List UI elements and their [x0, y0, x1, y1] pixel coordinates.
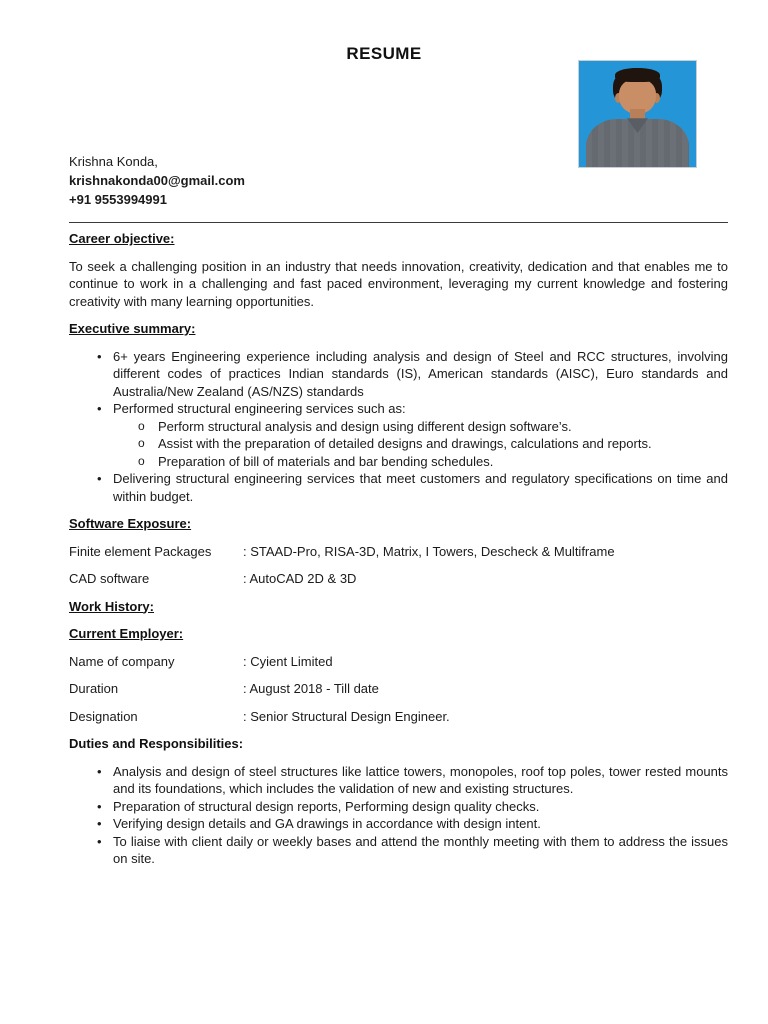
- contact-name: Krishna Konda,: [69, 154, 158, 169]
- list-item: [97, 400, 728, 418]
- row-label: Finite element Packages: [69, 543, 212, 559]
- row-value: : Senior Structural Design Engineer.: [243, 708, 450, 724]
- list-item-text: Analysis and design of steel structures like lattice towers, monopoles, roof top poles, tower rested mounts and its foundations, which includes the validation of new and existing structures.: [113, 763, 728, 796]
- bullet-icon: •: [97, 401, 102, 416]
- bullet-icon: •: [97, 833, 102, 849]
- list-item-text: To liaise with client daily or weekly bases and attend the monthly meeting with them to address the issues on site.: [113, 833, 728, 866]
- employer-row: [69, 708, 728, 726]
- page-title: RESUME: [346, 44, 422, 63]
- photo-hair-shape: [615, 68, 659, 82]
- list-item: [97, 763, 728, 798]
- section-heading-executive-summary: Executive summary:: [69, 321, 196, 336]
- bullet-icon: •: [97, 763, 102, 779]
- employer-row: [69, 653, 728, 671]
- section-heading-career-objective: Career objective:: [69, 231, 175, 246]
- section-heading-software-exposure: Software Exposure:: [69, 516, 192, 531]
- section-heading-duties: Duties and Responsibilities:: [69, 736, 244, 751]
- duties-list: [69, 763, 728, 868]
- applicant-photo: [578, 60, 697, 168]
- list-item: [97, 815, 728, 833]
- list-item: [97, 833, 728, 868]
- row-label: Name of company: [69, 653, 175, 669]
- row-label: Duration: [69, 681, 119, 696]
- row-value: : Cyient Limited: [243, 653, 333, 669]
- list-item-text: Performed structural engineering services such as:: [113, 401, 406, 416]
- list-item: [97, 470, 728, 505]
- bullet-icon: •: [97, 471, 102, 486]
- sub-list-item-text: Perform structural analysis and design using different design software’s.: [158, 418, 572, 434]
- section-heading-work-history: Work History:: [69, 598, 154, 614]
- list-item-text: Verifying design details and GA drawings in accordance with design intent.: [113, 816, 541, 831]
- sub-list-item-text: Preparation of bill of materials and bar bending schedules.: [158, 453, 494, 469]
- sub-list-item-text: Assist with the preparation of detailed designs and drawings, calculations and reports.: [158, 436, 652, 451]
- row-value: : AutoCAD 2D & 3D: [243, 571, 357, 586]
- list-item: [97, 348, 728, 401]
- row-value: : STAAD-Pro, RISA-3D, Matrix, I Towers, Descheck & Multiframe: [243, 543, 615, 559]
- employer-row: [69, 680, 728, 698]
- career-objective-text: To seek a challenging position in an industry that needs innovation, creativity, dedication and that enables me to continue to work in a challenging and fast paced environment, leveraging my current knowledge and fostering creativity with many learning opportunities.: [69, 258, 728, 309]
- software-row: [69, 543, 728, 561]
- sub-list-item: [138, 435, 728, 453]
- bullet-icon: •: [97, 816, 102, 831]
- row-value: : August 2018 - Till date: [243, 681, 379, 696]
- circle-bullet-icon: o: [138, 436, 145, 450]
- horizontal-divider: [69, 222, 728, 223]
- circle-bullet-icon: o: [138, 453, 145, 468]
- sub-list-item: [138, 453, 728, 471]
- document-body: [0, 152, 768, 868]
- contact-email: krishnakonda00@gmail.com: [69, 173, 245, 188]
- section-heading-current-employer: Current Employer:: [69, 626, 184, 641]
- bullet-icon: •: [97, 348, 102, 364]
- bullet-icon: •: [97, 798, 102, 814]
- row-label: Designation: [69, 708, 138, 724]
- sub-list-item: [138, 418, 728, 436]
- contact-phone: +91 9553994991: [69, 192, 167, 207]
- list-item-text: Preparation of structural design reports, Performing design quality checks.: [113, 798, 540, 814]
- list-item: [97, 798, 728, 816]
- circle-bullet-icon: o: [138, 418, 145, 433]
- executive-summary-list: [69, 348, 728, 506]
- list-item-text: Delivering structural engineering services that meet customers and regulatory specifications on time and within budget.: [113, 471, 728, 504]
- list-item-text: 6+ years Engineering experience including analysis and design of Steel and RCC structures, involving different codes of practices Indian standards (IS), American standards (AISC), Euro standards and Australia/New Zealand (AS/NZS) standards: [113, 348, 728, 399]
- row-label: CAD software: [69, 571, 150, 586]
- software-row: [69, 570, 728, 588]
